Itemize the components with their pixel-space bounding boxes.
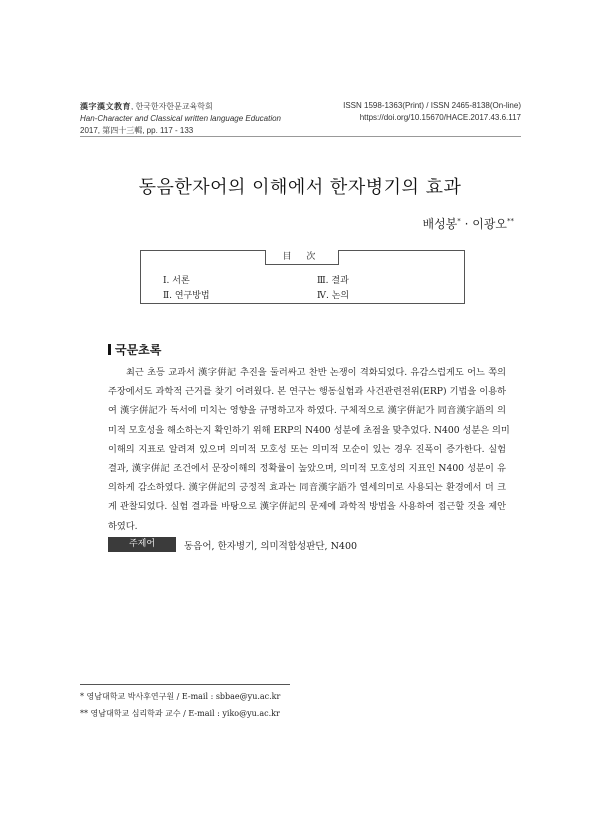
abstract-line: 미적 모호성을 해소하는지 확인하기 위해 ERP의 N400 성분에 초점을 맞추었다. N400 성분은 의미 [108,424,510,436]
abstract-line: 하였다. [108,520,138,532]
abstract-body [108,363,510,536]
journal-logo: 漢字漢文教育 [80,101,131,111]
footnote-divider [80,684,290,685]
toc-item: Ⅳ. 논의 [317,291,350,301]
journal-english-title: Han-Character and Classical written language Education [80,114,281,123]
society-name: 한국한자한문교육학회 [135,102,213,111]
footnote: ** 영남대학교 심리학과 교수 / E-mail : yiko@yu.ac.kr [80,709,280,718]
issn: ISSN 1598-1363(Print) / ISSN 2465-8138(On-line) [343,101,521,110]
abstract-line: 결과, 漢字倂記 조건에서 문장이해의 정확률이 높았으며, 의미적 모호성의 지표인 N400 성분이 유 [108,462,506,474]
toc-label: 目 次 [265,250,339,265]
paper-title: 동음한자어의 이해에서 한자병기의 효과 [138,177,462,198]
author-separator: · [460,217,473,231]
abstract-line: 여 漢字倂記가 독서에 미치는 영향을 규명하고자 하였다. 구체적으로 漢字倂記가 同音漢字語의 의 [108,405,506,417]
toc-item: Ⅰ. 서론 [163,276,190,286]
volume-info: 2017, 第四十三輯, pp. 117 - 133 [80,126,194,135]
toc-item: Ⅱ. 연구방법 [163,291,210,301]
author-footnote-mark[interactable]: * [457,217,461,225]
heading-bar-icon [108,344,111,355]
table-of-contents [140,250,465,304]
author-footnote-mark[interactable]: ** [507,217,514,225]
doi-link[interactable]: https://doi.org/10.15670/HACE.2017.43.6.117 [359,113,521,122]
keywords-text: 동음어, 한자병기, 의미적합성판단, N400 [184,541,358,552]
abstract-line: 의하게 감소하였다. 漢字倂記의 긍정적 효과는 同音漢字語가 열세의미로 사용되는 환경에서 더 크 [108,482,506,494]
issn-block [343,100,521,124]
author-line [422,215,514,232]
author-name: 배성봉 [422,217,458,231]
abstract-line: 최근 초등 교과서 漢字倂記 추진을 둘러싸고 찬반 논쟁이 격화되었다. 유감스럽게도 어느 쪽의 [126,367,506,378]
header-divider [80,136,521,137]
abstract-line: 이해의 지표로 알려져 있으며 의미적 모호성 또는 의미적 모순이 있는 경우 진폭이 증가한다. 실험 [108,443,506,455]
abstract-heading: 국문초록 [108,341,161,358]
toc-item: Ⅲ. 결과 [317,276,349,286]
footnote: * 영남대학교 박사후연구원 / E-mail : sbbae@yu.ac.kr [80,692,281,701]
journal-header: 漢字漢文教育, 한국한자한문교육학회 Han-Character and Classical written language Education 2017, 第四十三輯, pp. 117 - 133 [80,101,281,135]
abstract-line: 게 관찰되었다. 실험 결과를 바탕으로 漢字倂記의 문제에 과학적 방법을 사용하여 접근할 것을 제안 [108,501,506,513]
abstract-line: 주장에서도 과학적 근거를 찾기 어려웠다. 본 연구는 행동실험과 사건관련전위(ERP) 기법을 이용하 [108,386,506,398]
author-name: 이광오 [472,217,507,231]
keywords-label: 주제어 [108,537,176,552]
